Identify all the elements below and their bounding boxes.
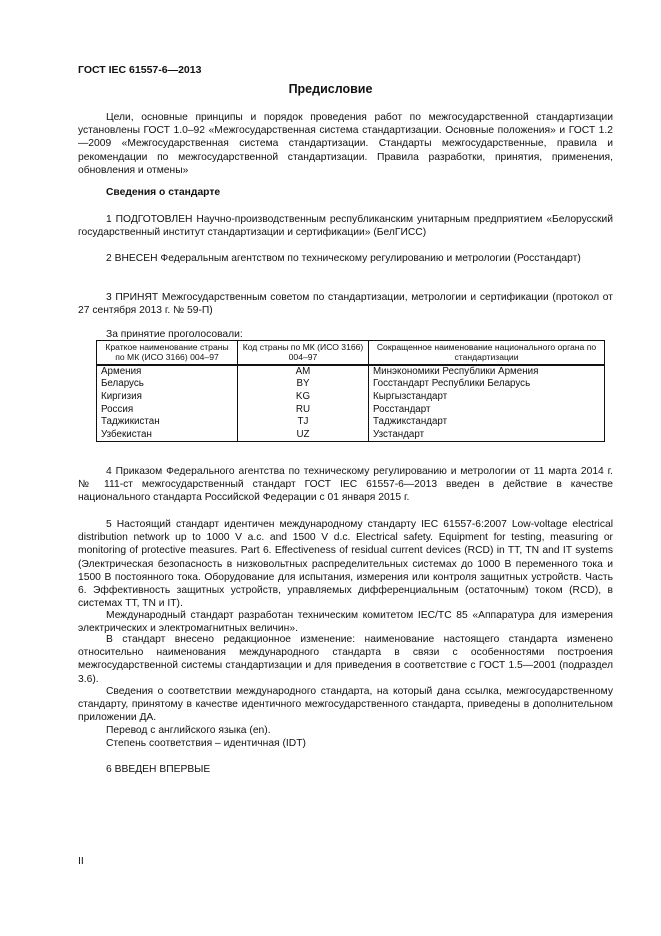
table-header-body: Сокращенное наименование национального органа по стандартизации (369, 341, 605, 365)
table-row (97, 404, 605, 417)
item-5-conformity-line: Степень соответствия – идентичная (IDT) (106, 738, 306, 749)
info-heading: Сведения о стандарте (106, 187, 221, 198)
table-cell-country: Беларусь (97, 378, 238, 391)
document-header: ГОСТ IEC 61557-6—2013 (78, 64, 202, 76)
table-cell-code: RU (238, 404, 369, 417)
table-cell-body: Таджикстандарт (369, 416, 605, 429)
table-cell-body: Кыргызстандарт (369, 391, 605, 404)
table-cell-body: Минэкономики Республики Армения (369, 365, 605, 379)
table-row (97, 378, 605, 391)
item-6-paragraph: 6 ВВЕДЕН ВПЕРВЫЕ (106, 764, 211, 775)
item-4-paragraph: 4 Приказом Федерального агентства по техническому регулированию и метрологии от 11 марта 2014 г. № 111-ст межгосударственный стандарт ГОСТ IEC 61557-6—2013 введен в действие в качестве национального стандарта Российской Федерации с 01 января 2015 г. (78, 466, 613, 504)
item-5-committee-paragraph: Международный стандарт разработан техническим комитетом IEC/TC 85 «Аппаратура для измерения электрических и электромагнитных величин». (78, 610, 613, 635)
table-cell-country: Таджикистан (97, 416, 238, 429)
item-5-paragraph: 5 Настоящий стандарт идентичен международному стандарту IEC 61557-6:2007 Low-voltage electrical distribution network up to 1000 V a.c. and 1500 V d.c. Electrical safety. Equipment for testing, measuring or monitoring of protective measures. Part 6. Effectiveness of residual current devices (RCD) in TT, TN and IT systems (Электрическая безопасность в низковольтных распределительных системах до 1000 В переменного тока и 1500 В постоянного тока. Оборудование для испытания, измерения или контроля защитных устройств. Часть 6. Эффективность защитных устройств, управляемых дифференциальным (остаточным) током (RCD), в системах TT, TN и IT). (78, 519, 613, 610)
table-cell-body: Узстандарт (369, 429, 605, 442)
table-cell-body: Госстандарт Республики Беларусь (369, 378, 605, 391)
table-cell-code: TJ (238, 416, 369, 429)
voting-table (96, 340, 605, 442)
page-number: II (78, 855, 84, 867)
table-row (97, 429, 605, 442)
table-row (97, 391, 605, 404)
item-3-paragraph: 3 ПРИНЯТ Межгосударственным советом по стандартизации, метрологии и сертификации (протокол от 27 сентября 2013 г. № 59-П) (78, 292, 613, 317)
table-cell-code: AM (238, 365, 369, 379)
table-cell-code: KG (238, 391, 369, 404)
table-cell-country: Узбекистан (97, 429, 238, 442)
table-row (97, 365, 605, 379)
table-cell-country: Киргизия (97, 391, 238, 404)
table-cell-country: Армения (97, 365, 238, 379)
table-cell-code: UZ (238, 429, 369, 442)
page-title: Предисловие (288, 82, 373, 96)
table-header-code: Код страны по МК (ИСО 3166) 004–97 (238, 341, 369, 365)
item-5-reference-paragraph: Сведения о соответствии международного стандарта, на который дана ссылка, межгосударственному стандарту, принятому в качестве идентичного межгосударственного стандарта, приведены в дополнительном приложении ДА. (78, 686, 613, 724)
table-cell-country: Россия (97, 404, 238, 417)
table-row (97, 416, 605, 429)
vote-label: За принятие проголосовали: (106, 329, 243, 340)
table-header-country: Краткое наименование страны по МК (ИСО 3166) 004–97 (97, 341, 238, 365)
table-header-row (97, 341, 605, 365)
item-2-paragraph: 2 ВНЕСЕН Федеральным агентством по техническому регулированию и метрологии (Росстандарт) (106, 253, 581, 264)
table-cell-body: Росстандарт (369, 404, 605, 417)
item-1-paragraph: 1 ПОДГОТОВЛЕН Научно-производственным республиканским унитарным предприятием «Белорусский государственный институт стандартизации и сертификации» (БелГИСС) (78, 214, 613, 239)
item-5-translation-line: Перевод с английского языка (en). (106, 725, 271, 736)
intro-paragraph: Цели, основные принципы и порядок проведения работ по межгосударственной стандартизации установлены ГОСТ 1.0–92 «Межгосударственная система стандартизации. Основные положения» и ГОСТ 1.2—2009 «Межгосударственная система стандартизации. Стандарты межгосударственные, правила и рекомендации по межгосударственной стандартизации. Правила разработки, принятия, применения, обновления и отмены» (78, 112, 613, 176)
item-5-editorial-paragraph: В стандарт внесено редакционное изменение: наименование настоящего стандарта изменено относительно наименования международного стандарта в связи с особенностями построения межгосударственной системы стандартизации и для приведения в соответствие с ГОСТ 1.5—2001 (подраздел 3.6). (78, 634, 613, 685)
table-cell-code: BY (238, 378, 369, 391)
